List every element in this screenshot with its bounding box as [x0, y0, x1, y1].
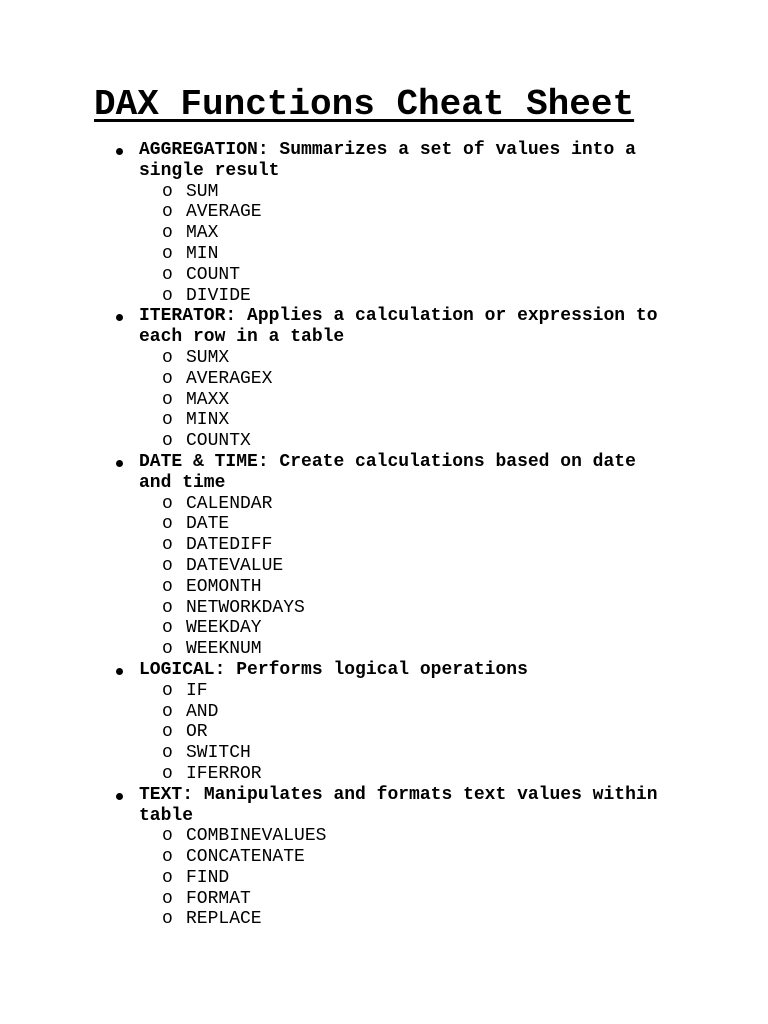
function-item — [139, 722, 669, 743]
function-name: FORMAT — [186, 888, 251, 909]
function-list — [139, 681, 669, 785]
category-name: DATE & TIME — [139, 451, 258, 472]
function-name: MIN — [186, 243, 219, 264]
sub-bullet-icon: o — [162, 680, 173, 701]
function-item — [139, 202, 669, 223]
function-name: IFERROR — [186, 763, 262, 784]
category-heading — [139, 785, 669, 827]
sub-bullet-icon: o — [162, 285, 173, 306]
category-description: : Manipulates and formats text values within table — [139, 784, 658, 826]
function-item — [139, 369, 669, 390]
category-date-time — [0, 452, 669, 660]
function-name: SUM — [186, 181, 219, 202]
sub-bullet-icon: o — [162, 493, 173, 514]
category-heading — [139, 140, 669, 182]
function-list — [139, 348, 669, 452]
category-logical — [0, 660, 669, 785]
category-name: LOGICAL — [139, 659, 215, 680]
sub-bullet-icon: o — [162, 555, 173, 576]
sub-bullet-icon: o — [162, 514, 173, 535]
function-item — [139, 535, 669, 556]
sub-bullet-icon: o — [162, 535, 173, 556]
sub-bullet-icon: o — [162, 181, 173, 202]
sub-bullet-icon: o — [162, 410, 173, 431]
sub-bullet-icon: o — [162, 867, 173, 888]
category-name: TEXT — [139, 784, 183, 805]
function-name: FIND — [186, 867, 230, 888]
function-name: DATE — [186, 514, 230, 535]
sub-bullet-icon: o — [162, 701, 173, 722]
bullet-icon — [116, 668, 123, 675]
function-item — [139, 223, 669, 244]
function-name: CONCATENATE — [186, 847, 305, 868]
category-heading — [139, 306, 669, 348]
function-name: CALENDAR — [186, 493, 273, 514]
function-item — [139, 889, 669, 910]
function-name: COUNT — [186, 264, 241, 285]
function-item — [139, 286, 669, 307]
sub-bullet-icon: o — [162, 431, 173, 452]
sub-bullet-icon: o — [162, 368, 173, 389]
function-name: AVERAGEX — [186, 368, 273, 389]
sub-bullet-icon: o — [162, 576, 173, 597]
function-name: NETWORKDAYS — [186, 597, 305, 618]
function-item — [139, 598, 669, 619]
category-iterator — [0, 306, 669, 452]
function-list — [139, 494, 669, 660]
function-item — [139, 909, 669, 930]
function-name: WEEKDAY — [186, 618, 262, 639]
function-name: MAX — [186, 223, 219, 244]
category-aggregation — [0, 140, 669, 306]
function-name: MINX — [186, 410, 230, 431]
function-name: SUMX — [186, 347, 230, 368]
function-name: MAXX — [186, 389, 230, 410]
function-item — [139, 681, 669, 702]
function-item — [139, 764, 669, 785]
sub-bullet-icon: o — [162, 909, 173, 930]
function-item — [139, 494, 669, 515]
function-item — [139, 182, 669, 203]
function-item — [139, 348, 669, 369]
function-name: DATEVALUE — [186, 555, 284, 576]
function-list — [139, 826, 669, 930]
bullet-icon — [116, 314, 123, 321]
sub-bullet-icon: o — [162, 847, 173, 868]
page-title: DAX Functions Cheat Sheet — [94, 84, 635, 125]
sub-bullet-icon: o — [162, 722, 173, 743]
sub-bullet-icon: o — [162, 264, 173, 285]
function-name: IF — [186, 680, 208, 701]
sub-bullet-icon: o — [162, 763, 173, 784]
sub-bullet-icon: o — [162, 223, 173, 244]
sub-bullet-icon: o — [162, 826, 173, 847]
category-description: : Performs logical operations — [214, 659, 528, 680]
sub-bullet-icon: o — [162, 743, 173, 764]
function-name: DIVIDE — [186, 285, 251, 306]
category-heading — [139, 660, 669, 681]
category-description: : Summarizes a set of values into a single result — [139, 140, 636, 181]
function-name: OR — [186, 722, 208, 743]
function-item — [139, 265, 669, 286]
function-name: COUNTX — [186, 431, 251, 452]
function-name: REPLACE — [186, 909, 262, 930]
function-item — [139, 244, 669, 265]
category-name: ITERATOR — [139, 306, 226, 327]
bullet-icon — [116, 148, 123, 155]
category-description: : Applies a calculation or expression to each row in a table — [139, 306, 658, 348]
function-list — [139, 182, 669, 307]
function-name: SWITCH — [186, 743, 251, 764]
category-heading — [139, 452, 669, 494]
sub-bullet-icon: o — [162, 243, 173, 264]
sub-bullet-icon: o — [162, 347, 173, 368]
function-item — [139, 868, 669, 889]
function-item — [139, 577, 669, 598]
function-item — [139, 410, 669, 431]
sub-bullet-icon: o — [162, 389, 173, 410]
function-name: EOMONTH — [186, 576, 262, 597]
sub-bullet-icon: o — [162, 618, 173, 639]
function-name: AND — [186, 701, 219, 722]
function-name: AVERAGE — [186, 202, 262, 223]
function-item — [139, 826, 669, 847]
function-item — [139, 639, 669, 660]
category-description: : Create calculations based on date and time — [139, 451, 636, 493]
sub-bullet-icon: o — [162, 202, 173, 223]
function-name: COMBINEVALUES — [186, 826, 327, 847]
function-item — [139, 702, 669, 723]
category-list — [0, 140, 768, 930]
sub-bullet-icon: o — [162, 597, 173, 618]
category-text — [0, 785, 669, 931]
function-item — [139, 431, 669, 452]
category-name: AGGREGATION — [139, 140, 258, 160]
function-name: DATEDIFF — [186, 535, 273, 556]
function-name: WEEKNUM — [186, 639, 262, 660]
sub-bullet-icon: o — [162, 639, 173, 660]
function-item — [139, 847, 669, 868]
function-item — [139, 743, 669, 764]
function-item — [139, 618, 669, 639]
function-item — [139, 514, 669, 535]
bullet-icon — [116, 793, 123, 800]
bullet-icon — [116, 460, 123, 467]
function-item — [139, 390, 669, 411]
function-item — [139, 556, 669, 577]
sub-bullet-icon: o — [162, 888, 173, 909]
